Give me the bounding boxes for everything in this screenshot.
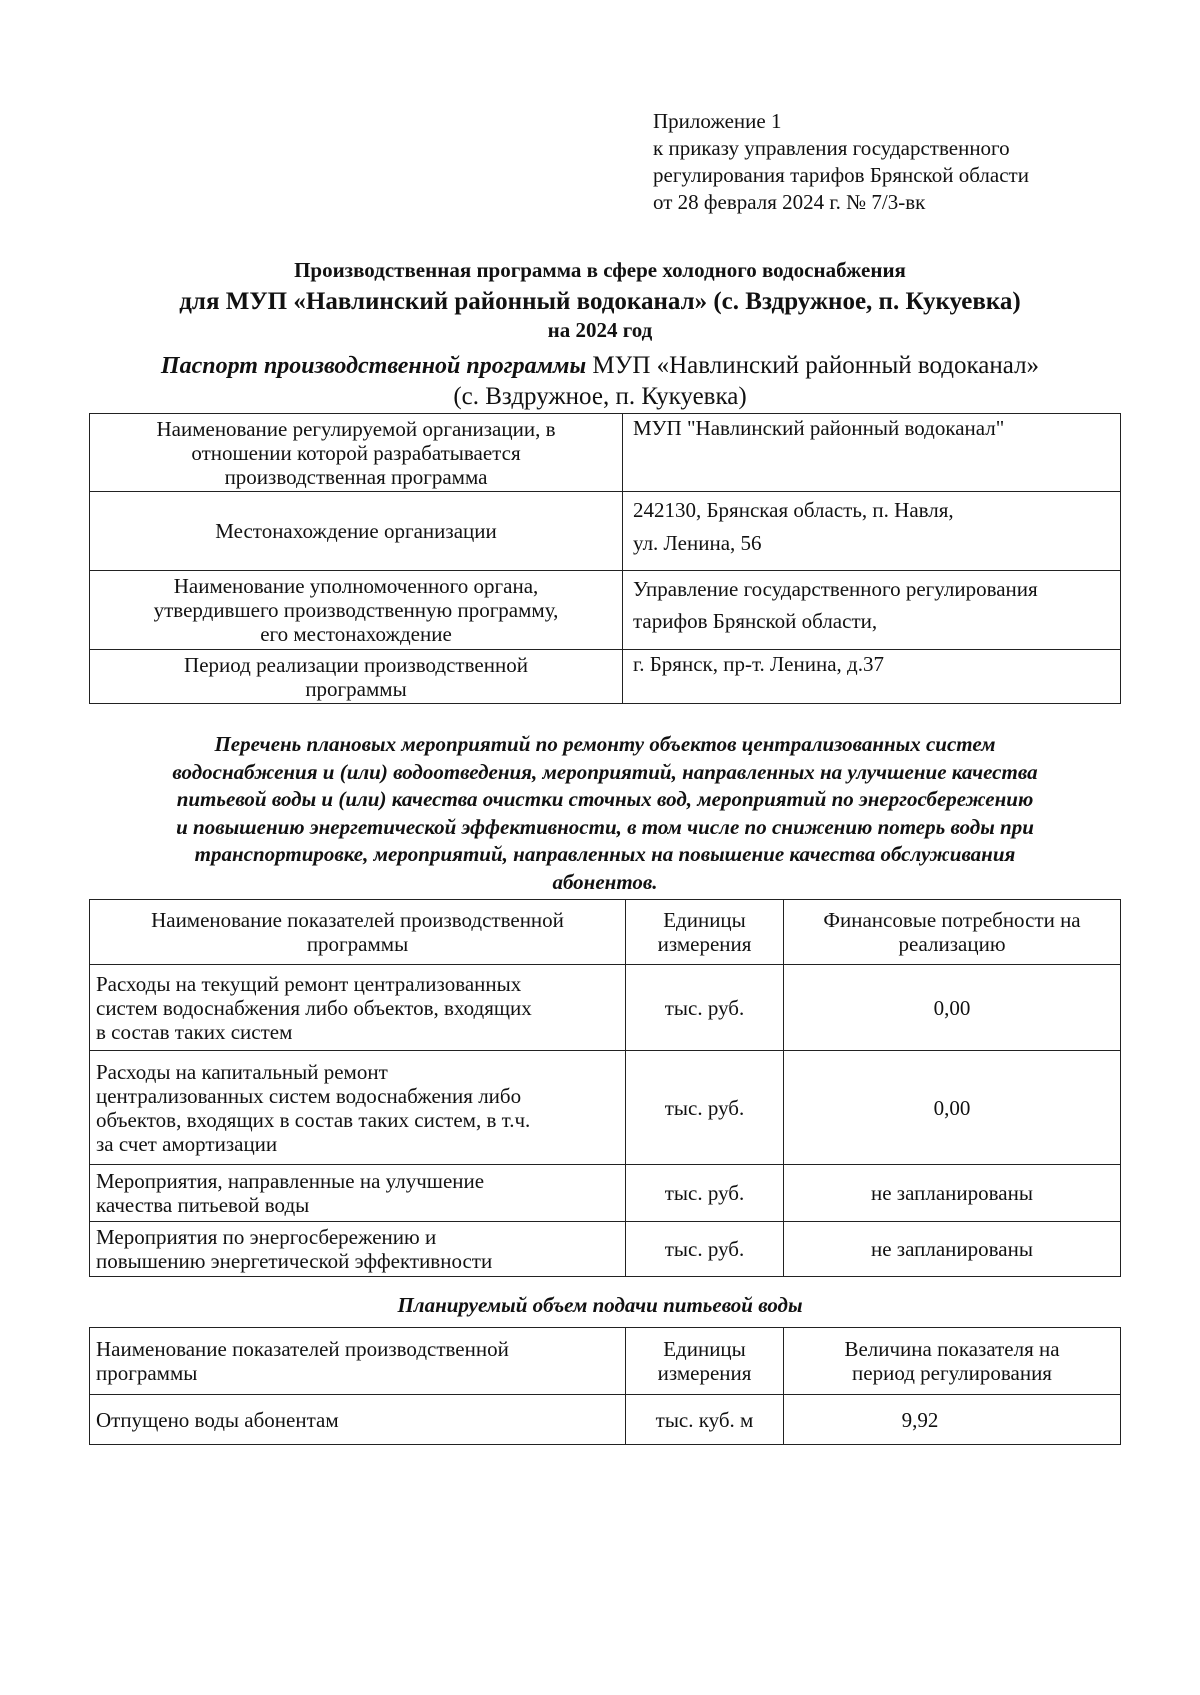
passport-heading-rest: МУП «Навлинский районный водоканал»: [586, 352, 1040, 379]
table-header-row: [90, 1328, 1121, 1395]
text-line: Перечень плановых мероприятий по ремонту объектов централизованных систем: [214, 732, 996, 756]
text-line: объектов, входящих в состав таких систем, в т.ч.: [96, 1107, 531, 1132]
passport-heading: [0, 352, 1200, 380]
passport-value: [623, 650, 1121, 704]
text-line: Управление государственного регулирования: [633, 577, 1038, 601]
text-line: программы: [305, 676, 407, 701]
passport-label: [90, 492, 623, 571]
text-line: производственная программа: [224, 464, 488, 489]
text-line: водоснабжения и (или) водоотведения, мероприятий, направленных на улучшение качества: [172, 759, 1038, 784]
row-value: не запланированы: [784, 1222, 1121, 1277]
text-line: питьевой воды и (или) качества очистки сточных вод, мероприятий по энергосбережению: [176, 787, 1034, 811]
column-header-name: [90, 1328, 626, 1395]
text-line: отношении которой разрабатывается: [191, 440, 521, 465]
text-line: ул. Ленина, 56: [633, 531, 762, 555]
text-line: Период реализации производственной: [184, 652, 528, 677]
passport-table: [89, 413, 1121, 704]
text-line: централизованных систем водоснабжения либо: [96, 1083, 522, 1108]
column-header-value: [784, 1328, 1121, 1395]
text-line: реализацию: [898, 932, 1006, 956]
text-line: Наименование регулируемой организации, в: [156, 416, 556, 441]
appendix-note: [653, 108, 1153, 216]
volume-table: [89, 1327, 1121, 1445]
text-line: систем водоснабжения либо объектов, входящих: [96, 995, 532, 1020]
text-line: Расходы на капитальный ремонт: [96, 1059, 388, 1084]
column-header-value: [784, 900, 1121, 965]
row-unit: тыс. руб.: [626, 1222, 784, 1277]
measures-heading: [95, 731, 1115, 896]
text-line: программы: [306, 932, 409, 956]
row-value: 0,00: [784, 1051, 1121, 1165]
text-line: качества питьевой воды: [96, 1193, 310, 1217]
appendix-line: регулирования тарифов Брянской области: [653, 163, 1029, 187]
passport-label: [90, 650, 623, 704]
text-line: программы: [96, 1361, 198, 1385]
table-row: [90, 414, 1121, 492]
table-row: [90, 1051, 1121, 1165]
passport-value: [623, 414, 1121, 492]
row-value: 0,00: [784, 965, 1121, 1051]
passport-heading-line2: (с. Вздружное, п. Кукуевка): [453, 383, 747, 410]
text-line: его местонахождение: [260, 622, 452, 646]
text-line: измерения: [657, 1361, 752, 1385]
text-line: МУП "Навлинский районный водоканал": [633, 416, 1005, 440]
row-unit: тыс. руб.: [626, 965, 784, 1051]
text-line: 242130, Брянская область, п. Навля,: [633, 498, 954, 522]
table-row: [90, 571, 1121, 650]
document-title-line3: на 2024 год: [547, 318, 653, 342]
passport-value: [623, 571, 1121, 650]
measures-table: [89, 899, 1121, 1277]
document-title-line1: Производственная программа в сфере холодного водоснабжения: [294, 258, 906, 282]
row-name: [90, 1222, 626, 1277]
text-line: Расходы на текущий ремонт централизованных: [96, 971, 522, 996]
text-line: транспортировке, мероприятий, направленных на повышение качества обслуживания: [194, 842, 1016, 866]
text-line: Местонахождение организации: [215, 519, 497, 543]
text-line: за счет амортизации: [96, 1131, 278, 1156]
text-line: повышению энергетической эффективности: [96, 1249, 493, 1273]
table-header-row: [90, 900, 1121, 965]
text-line: Величина показателя на: [844, 1337, 1060, 1361]
text-line: и повышению энергетической эффективности, в том числе по снижению потерь воды при: [176, 814, 1034, 839]
text-line: Мероприятия, направленные на улучшение: [96, 1169, 485, 1193]
column-header-unit: [626, 900, 784, 965]
passport-label: [90, 571, 623, 650]
text-line: Мероприятия по энергосбережению и: [96, 1225, 437, 1249]
document-title-line2: для МУП «Навлинский районный водоканал» (с. Вздружное, п. Кукуевка): [179, 288, 1021, 315]
text-line: Наименование показателей производственной: [96, 1337, 509, 1361]
row-unit: тыс. руб.: [626, 1165, 784, 1222]
text-line: Финансовые потребности на: [823, 908, 1081, 932]
text-line: Наименование уполномоченного органа,: [173, 574, 539, 598]
text-line: Единицы: [663, 1337, 746, 1361]
text-line: период регулирования: [852, 1361, 1052, 1385]
text-line: в состав таких систем: [96, 1019, 293, 1044]
table-row: [90, 965, 1121, 1051]
text-line: Единицы: [663, 908, 746, 932]
table-row: [90, 1165, 1121, 1222]
text-line: утвердившего производственную программу,: [153, 598, 559, 622]
table-row: [90, 650, 1121, 704]
passport-heading-italic: Паспорт производственной программы: [160, 353, 587, 379]
text-line: тарифов Брянской области,: [633, 609, 878, 633]
row-unit: тыс. куб. м: [626, 1395, 784, 1445]
table-row: [90, 1222, 1121, 1277]
passport-value: [623, 492, 1121, 571]
appendix-line: Приложение 1: [653, 109, 782, 133]
row-value: 9,92: [784, 1395, 1121, 1445]
text-line: г. Брянск, пр-т. Ленина, д.37: [633, 652, 884, 676]
row-name: Отпущено воды абонентам: [90, 1395, 626, 1445]
column-header-unit: [626, 1328, 784, 1395]
text-line: Наименование показателей производственной: [151, 908, 564, 932]
appendix-line: от 28 февраля 2024 г. № 7/3-вк: [653, 190, 926, 214]
row-unit: тыс. руб.: [626, 1051, 784, 1165]
table-row: [90, 492, 1121, 571]
table-row: [90, 1395, 1121, 1445]
appendix-line: к приказу управления государственного: [653, 136, 1010, 160]
passport-label: [90, 414, 623, 492]
volume-heading: Планируемый объем подачи питьевой воды: [397, 1293, 803, 1317]
row-value: не запланированы: [784, 1165, 1121, 1222]
column-header-name: [90, 900, 626, 965]
text-line: абонентов.: [552, 869, 658, 894]
text-line: измерения: [657, 932, 752, 956]
row-name: [90, 1051, 626, 1165]
row-name: [90, 1165, 626, 1222]
row-name: [90, 965, 626, 1051]
